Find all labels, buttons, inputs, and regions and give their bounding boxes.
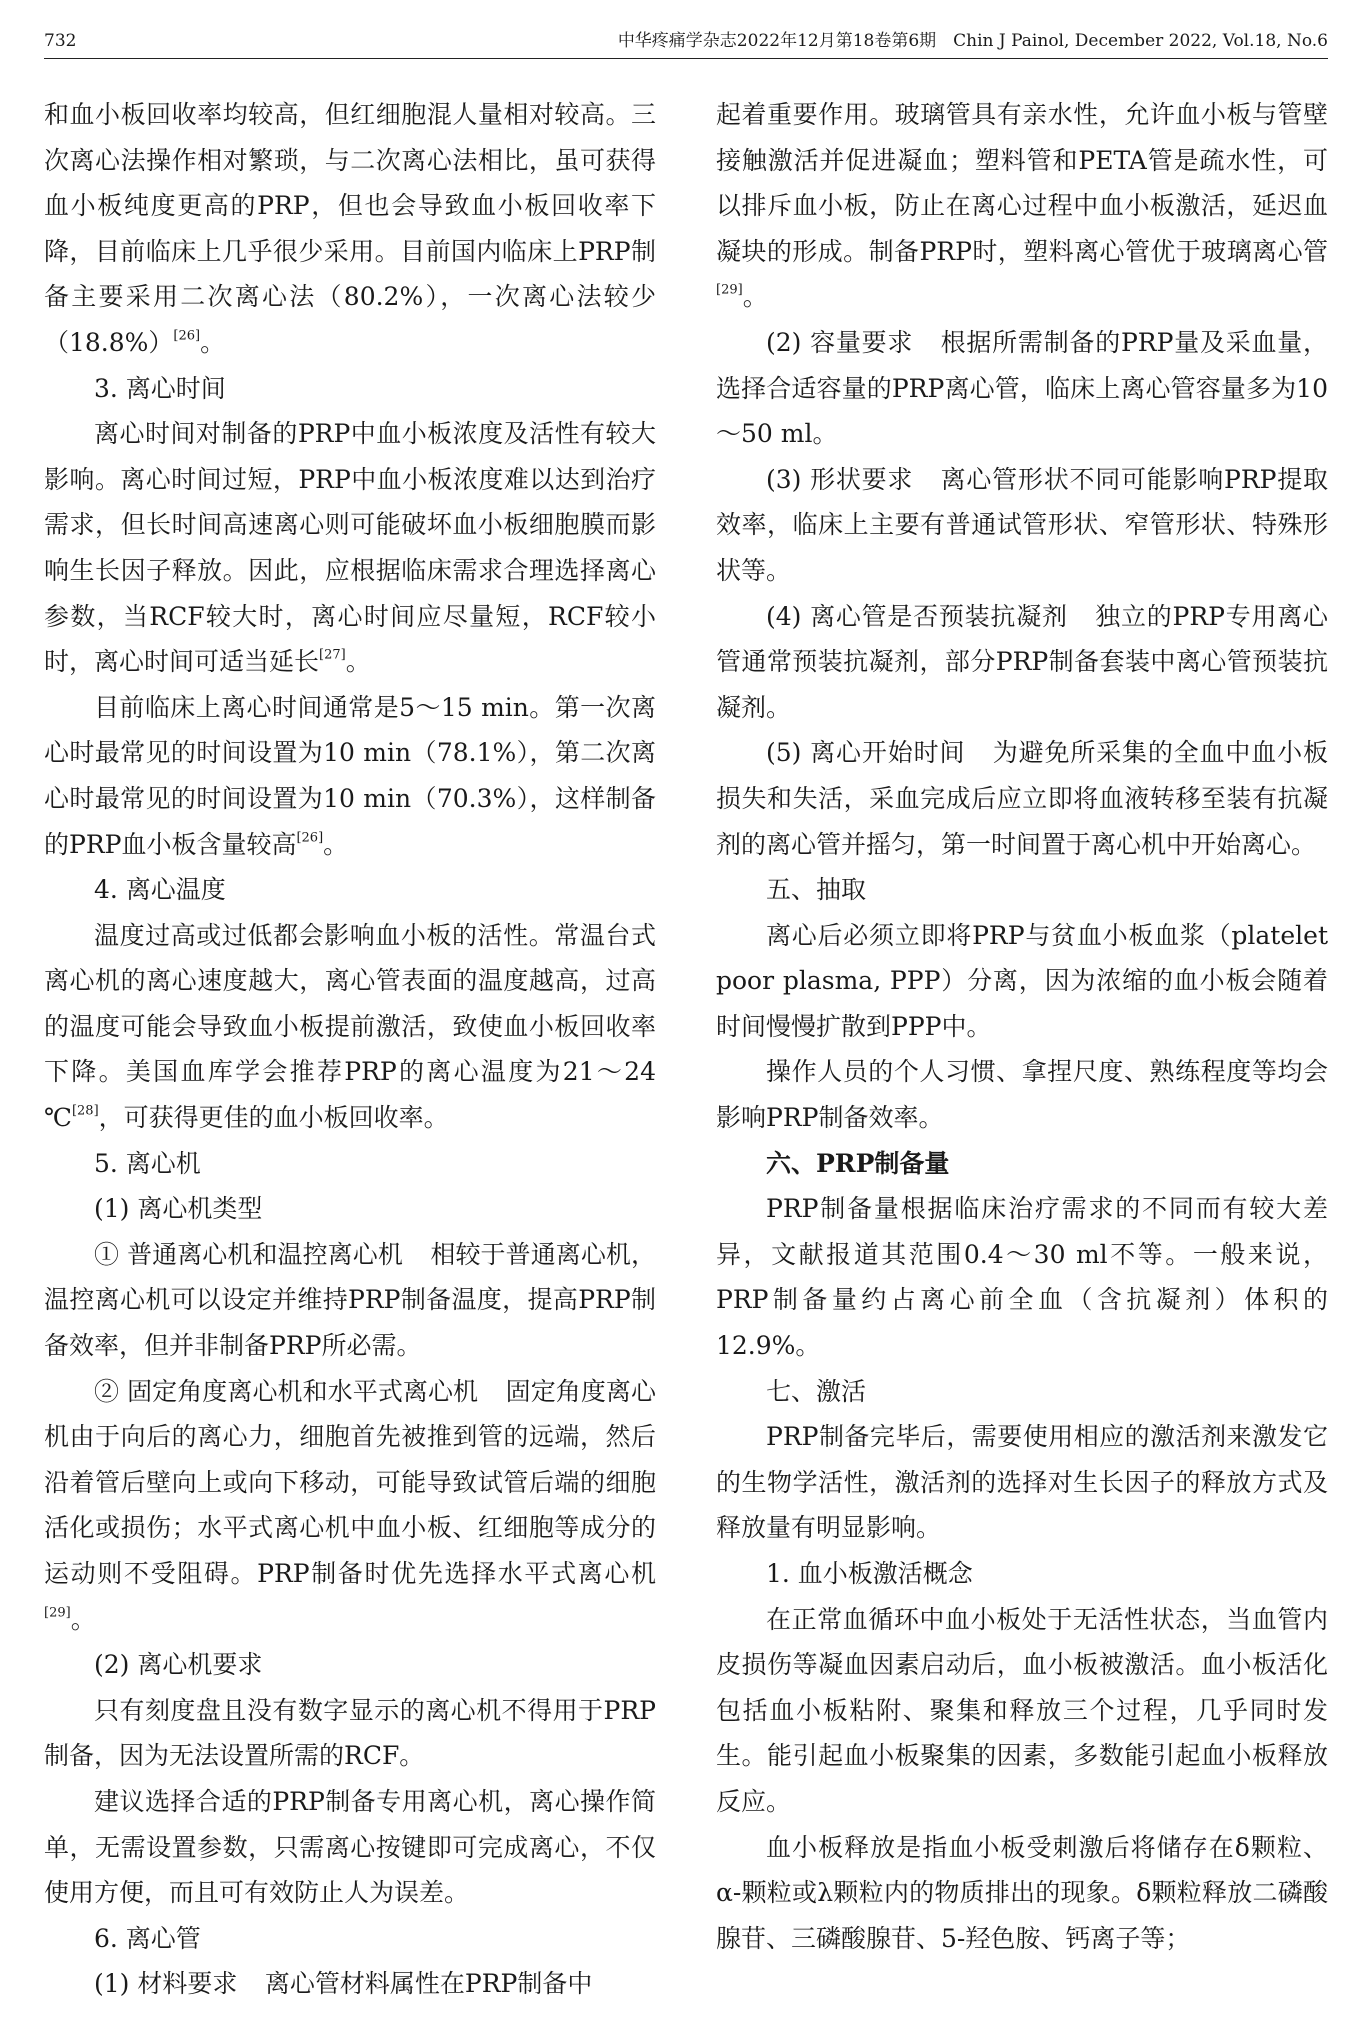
- subsection-heading: 6. 离心管: [94, 1923, 201, 1953]
- citation-ref: [26]: [173, 328, 201, 344]
- list-item: ② 固定角度离心机和水平式离心机 固定角度离心机由于向后的离心力，细胞首先被推到管的远端，然后沿着管后壁向上或向下移动，可能导致试管后端的细胞活化或损伤；水平式离心机中血小板、红细胞等成分的运动则不受阻碍。PRP制备时优先选择水平式离心机[29]。: [44, 1376, 656, 1634]
- paragraph: 建议选择合适的PRP制备专用离心机，离心操作简单，无需设置参数，只需离心按键即可完成离心，不仅使用方便，而且可有效防止人为误差。: [44, 1786, 656, 1908]
- paragraph: 离心后必须立即将PRP与贫血小板血浆（platelet poor plasma, PPP）分离，因为浓缩的血小板会随着时间慢慢扩散到PPP中。: [716, 920, 1328, 1041]
- section-heading: 七、激活: [766, 1376, 867, 1406]
- paragraph: 只有刻度盘且没有数字显示的离心机不得用于PRP制备，因为无法设置所需的RCF。: [44, 1695, 656, 1771]
- paragraph: PRP制备量根据临床治疗需求的不同而有较大差异，文献报道其范围0.4～30 ml不等。一般来说，PRP制备量约占离心前全血（含抗凝剂）体积的12.9%。: [716, 1194, 1328, 1361]
- paragraph: 离心时间对制备的PRP中血小板浓度及活性有较大影响。离心时间过短，PRP中血小板浓度难以达到治疗需求，但长时间高速离心则可能破坏血小板细胞膜而影响生长因子释放。因此，应根据临床需求合理选择离心参数，当RCF较大时，离心时间应尽量短，RCF较小时，离心时间可适当延长[27]。: [44, 419, 656, 677]
- paragraph: 操作人员的个人习惯、拿捏尺度、熟练程度等均会影响PRP制备效率。: [716, 1057, 1328, 1133]
- header-rule: [44, 58, 1328, 59]
- paragraph: PRP制备完毕后，需要使用相应的激活剂来激发它的生物学活性，激活剂的选择对生长因子的释放方式及释放量有明显影响。: [716, 1422, 1328, 1543]
- paragraph: 在正常血循环中血小板处于无活性状态，当血管内皮损伤等凝血因素启动后，血小板被激活。血小板活化包括血小板粘附、聚集和释放三个过程，几乎同时发生。能引起血小板聚集的因素，多数能引起血小板释放反应。: [716, 1604, 1328, 1816]
- item-title: (3) 形状要求: [766, 464, 914, 494]
- item-heading: (1) 离心机类型: [94, 1194, 263, 1224]
- item-title: (5) 离心开始时间: [766, 738, 966, 768]
- journal-citation: 中华疼痛学杂志2022年12月第18卷第6期 Chin J Painol, December 2022, Vol.18, No.6: [617, 31, 1328, 51]
- paragraph: 血小板释放是指血小板受刺激后将储存在δ颗粒、α-颗粒或λ颗粒内的物质排出的现象。δ颗粒释放二磷酸腺苷、三磷酸腺苷、5-羟色胺、钙离子等；: [716, 1832, 1328, 1953]
- item-title: ② 固定角度离心机和水平式离心机: [94, 1376, 479, 1406]
- list-item: (2) 容量要求 根据所需制备的PRP量及采血量，选择合适容量的PRP离心管，临床上离心管容量多为10～50 ml。: [716, 327, 1328, 449]
- citation-ref: [28]: [71, 1103, 99, 1119]
- list-item: (3) 形状要求 离心管形状不同可能影响PRP提取效率，临床上主要有普通试管形状、窄管形状、特殊形状等。: [716, 464, 1328, 585]
- list-item: (1) 材料要求 离心管材料属性在PRP制备中: [94, 1969, 593, 1999]
- subsection-heading: 5. 离心机: [94, 1148, 201, 1178]
- paragraph: 目前临床上离心时间通常是5～15 min。第一次离心时最常见的时间设置为10 min（78.1%），第二次离心时最常见的时间设置为10 min（70.3%），这样制备的PRP血小板含量较高[26]。: [44, 692, 656, 859]
- item-title: (2) 容量要求: [766, 327, 914, 357]
- running-header: [44, 26, 1328, 56]
- item-title: ① 普通离心机和温控离心机: [94, 1239, 403, 1269]
- left-column: [44, 92, 656, 2007]
- citation-ref: [26]: [296, 829, 324, 845]
- page-number: 732: [44, 31, 77, 51]
- paragraph: 和血小板回收率均较高，但红细胞混人量相对较高。三次离心法操作相对繁琐，与二次离心法相比，虽可获得血小板纯度更高的PRP，但也会导致血小板回收率下降，目前临床上几乎很少采用。目前国内临床上PRP制备主要采用二次离心法（80.2%），一次离心法较少（18.8%）[26]。: [44, 100, 656, 357]
- item-heading: (2) 离心机要求: [94, 1650, 263, 1680]
- subsection-heading: 3. 离心时间: [94, 373, 226, 403]
- subsection-heading: 1. 血小板激活概念: [766, 1559, 973, 1588]
- list-item: (4) 离心管是否预装抗凝剂 独立的PRP专用离心管通常预装抗凝剂，部分PRP制备套装中离心管预装抗凝剂。: [716, 601, 1328, 722]
- subsection-heading: 4. 离心温度: [94, 875, 226, 905]
- item-title: (1) 材料要求: [94, 1969, 238, 1999]
- section-heading: 六、PRP制备量: [766, 1148, 950, 1178]
- citation-ref: [29]: [44, 1604, 71, 1620]
- list-item: (5) 离心开始时间 为避免所采集的全血中血小板损失和失活，采血完成后应立即将血液转移至装有抗凝剂的离心管并摇匀，第一时间置于离心机中开始离心。: [716, 738, 1328, 859]
- paragraph: 起着重要作用。玻璃管具有亲水性，允许血小板与管壁接触激活并促进凝血；塑料管和PETA管是疏水性，可以排斥血小板，防止在离心过程中血小板激活，延迟血凝块的形成。制备PRP时，塑料离心管优于玻璃离心管[29]。: [716, 100, 1328, 312]
- citation-ref: [29]: [716, 282, 743, 298]
- list-item: ① 普通离心机和温控离心机 相较于普通离心机，温控离心机可以设定并维持PRP制备温度，提高PRP制备效率，但并非制备PRP所必需。: [44, 1239, 656, 1361]
- paragraph: 温度过高或过低都会影响血小板的活性。常温台式离心机的离心速度越大，离心管表面的温度越高，过高的温度可能会导致血小板提前激活，致使血小板回收率下降。美国血库学会推荐PRP的离心温度为21～24 ℃[28]，可获得更佳的血小板回收率。: [44, 920, 656, 1133]
- citation-ref: [27]: [319, 647, 346, 663]
- right-column: [716, 92, 1328, 1961]
- section-heading: 五、抽取: [766, 875, 867, 905]
- item-title: (4) 离心管是否预装抗凝剂: [766, 601, 1068, 631]
